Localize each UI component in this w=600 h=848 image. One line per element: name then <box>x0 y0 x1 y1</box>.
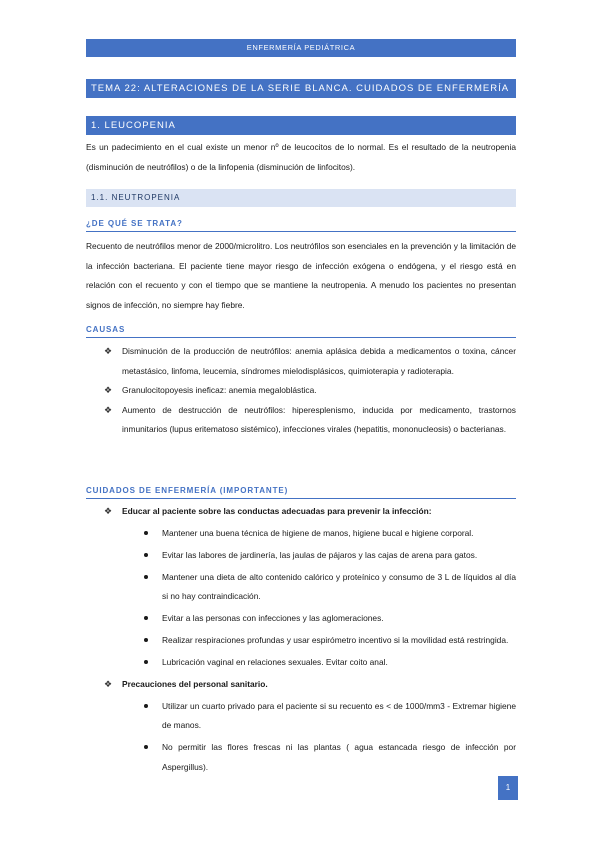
list-item: Mantener una buena técnica de higiene de manos, higiene bucal e higiene corporal. <box>144 524 516 544</box>
list-item: ❖ Disminución de la producción de neutrófilos: anemia aplásica debida a medicamentos o toxina, cáncer metastásico, linfoma, leucemia, síndromes mielodisplásicos, quimioterapia y radioterapia. <box>104 342 516 381</box>
subsection-title-neutropenia: 1.1. NEUTROPENIA <box>86 189 516 207</box>
list-item: ❖ Granulocitopoyesis ineficaz: anemia megaloblástica. <box>104 381 516 401</box>
prevention-sublist <box>144 524 516 673</box>
diamond-bullet-icon: ❖ <box>104 506 113 516</box>
running-header: ENFERMERÍA PEDIÁTRICA <box>86 39 516 57</box>
section-title-leucopenia: 1. LEUCOPENIA <box>86 116 516 135</box>
list-item: Evitar a las personas con infecciones y las aglomeraciones. <box>144 609 516 629</box>
diamond-bullet-icon: ❖ <box>104 679 113 689</box>
care-heading-rule <box>86 498 516 499</box>
care-list <box>104 502 516 780</box>
diamond-bullet-icon: ❖ <box>104 346 113 356</box>
list-item: ❖ Aumento de destrucción de neutrófilos: hiperesplenismo, inducida por medicamento, trastornos inmunitarios (lupus eritematoso sistémico), infecciones virales (hepatitis, mononucleosis) o bacterianas. <box>104 401 516 440</box>
dot-bullet-icon <box>144 616 148 620</box>
causes-heading: CAUSAS <box>86 325 126 334</box>
list-item: Mantener una dieta de alto contenido calórico y proteínico y consumo de 3 L de líquidos al día si no hay contraindicación. <box>144 568 516 607</box>
list-item: Evitar las labores de jardinería, las jaulas de pájaros y las cajas de arena para gatos. <box>144 546 516 566</box>
list-item: ❖ Educar al paciente sobre las conductas adecuadas para prevenir la infección: Mantener una buena técnica de higiene de manos, higiene bucal e higiene corporal. Evitar las labores de jardinería, las jaulas de pájaros y las cajas de arena para gatos. Mantener una dieta de alto contenido calórico y proteínico y consumo de 3 L de líquidos al día si no hay contraindicación. Evitar a las personas con infecciones y las aglomeraciones. Realizar respiraciones profundas y usar espirómetro incentivo si la movilidad está restringida. Lubricación vaginal en relaciones sexuales. Evitar coito anal. <box>104 502 516 673</box>
diamond-bullet-icon: ❖ <box>104 385 113 395</box>
page-number: 1 <box>498 776 518 800</box>
care-heading: CUIDADOS DE ENFERMERÍA (IMPORTANTE) <box>86 486 289 495</box>
what-heading-rule <box>86 231 516 232</box>
list-item: Utilizar un cuarto privado para el paciente si su recuento es < de 1000/mm3 - Extremar higiene de manos. <box>144 697 516 736</box>
dot-bullet-icon <box>144 638 148 642</box>
leucopenia-paragraph: Es un padecimiento en el cual existe un menor nº de leucocitos de lo normal. Es el resultado de la neutropenia (disminución de neutrófilos) o de la linfopenia (disminución de linfocitos). <box>86 142 516 172</box>
what-heading: ¿DE QUÉ SE TRATA? <box>86 219 183 228</box>
dot-bullet-icon <box>144 553 148 557</box>
list-item: Realizar respiraciones profundas y usar espirómetro incentivo si la movilidad está restringida. <box>144 631 516 651</box>
list-item: No permitir las flores frescas ni las plantas ( agua estancada riesgo de infección por Aspergillus). <box>144 738 516 777</box>
dot-bullet-icon <box>144 660 148 664</box>
dot-bullet-icon <box>144 704 148 708</box>
staff-sublist <box>144 697 516 778</box>
dot-bullet-icon <box>144 575 148 579</box>
dot-bullet-icon <box>144 745 148 749</box>
list-item: ❖ Precauciones del personal sanitario. Utilizar un cuarto privado para el paciente si su recuento es < de 1000/mm3 - Extremar higiene de manos. No permitir las flores frescas ni las plantas ( agua estancada riesgo de infección por Aspergillus). <box>104 675 516 777</box>
topic-title: TEMA 22: ALTERACIONES DE LA SERIE BLANCA. CUIDADOS DE ENFERMERÍA <box>86 79 516 98</box>
causes-list <box>104 342 516 440</box>
diamond-bullet-icon: ❖ <box>104 404 113 415</box>
what-paragraph: Recuento de neutrófilos menor de 2000/microlitro. Los neutrófilos son esenciales en la prevención y la limitación de la infección bacteriana. El paciente tiene mayor riesgo de infección exógena o endógena, y el riesgo está en relación con el recuento y con el tiempo que se mantiene la neutropenia. A menudo los pacientes no presentan signos de infección, no siempre hay fiebre. <box>86 241 516 310</box>
causes-heading-rule <box>86 337 516 338</box>
list-item: Lubricación vaginal en relaciones sexuales. Evitar coito anal. <box>144 653 516 673</box>
dot-bullet-icon <box>144 531 148 535</box>
